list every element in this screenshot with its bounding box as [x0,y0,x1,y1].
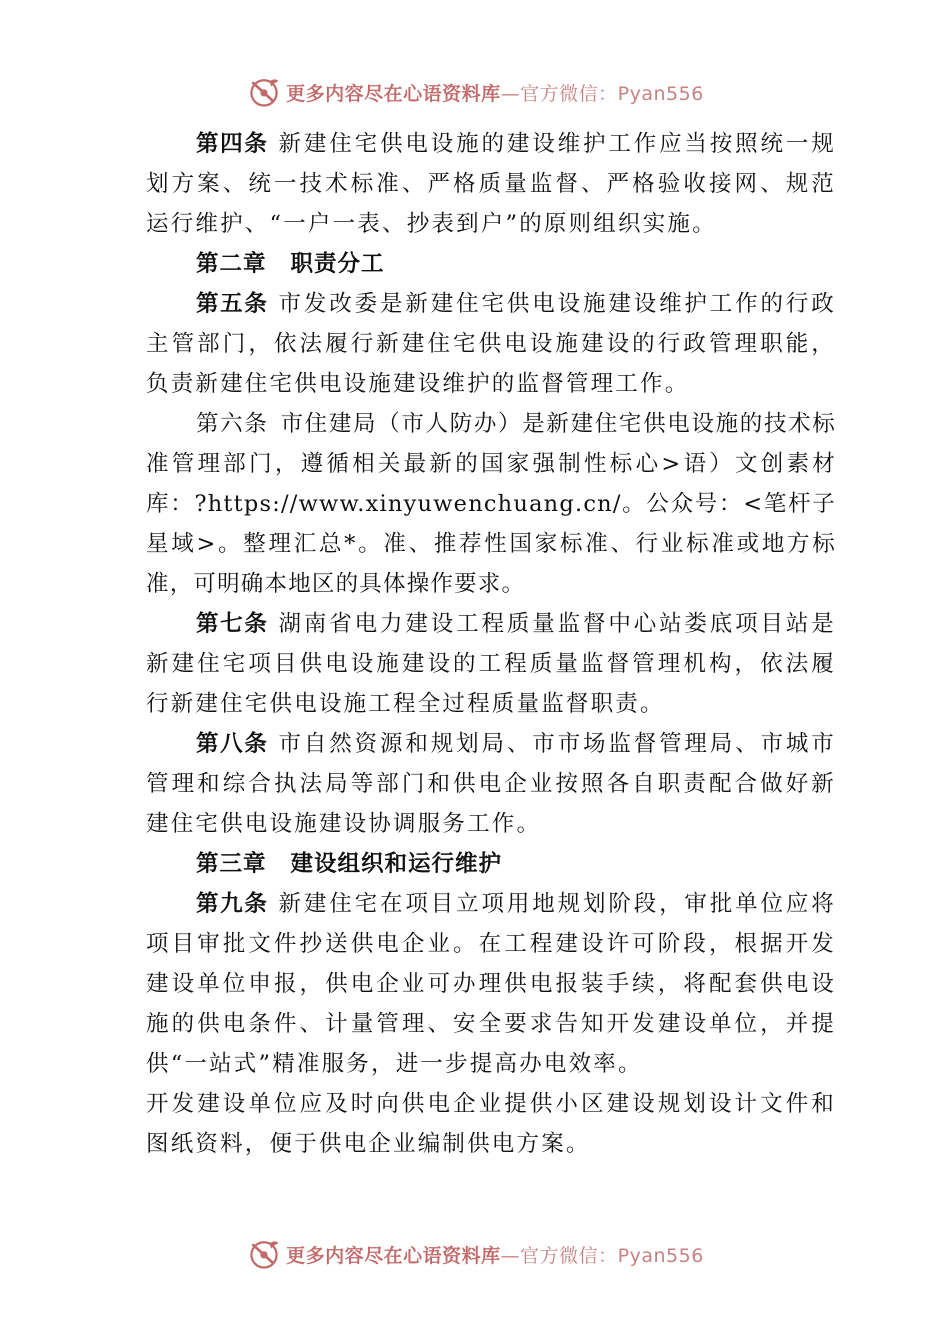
article-9 [146,884,836,1084]
article-5-text: 市发改委是新建住宅供电设施建设维护工作的行政主管部门，依法履行新建住宅供电设施建设的行政管理职能，负责新建住宅供电设施建设维护的监督管理工作。 [146,291,836,397]
article-6-label: 第六条 [196,411,269,437]
header-banner-text [286,79,704,106]
article-5-label: 第五条 [196,291,269,317]
chapter-2-heading [146,244,836,284]
document-body [146,124,836,1164]
article-4-label: 第四条 [196,131,269,157]
footer-banner-light: —官方微信：Pyan556 [500,1244,704,1267]
brush-logo-icon [246,74,282,110]
chapter-2-title: 职责分工 [290,251,385,277]
footer-banner-bold: 更多内容尽在心语资料库 [286,1244,501,1267]
article-9-continuation [146,1084,836,1164]
header-banner-bold: 更多内容尽在心语资料库 [286,82,501,105]
header-banner [0,70,950,114]
article-6-text: 市住建局（市人防办）是新建住宅供电设施的技术标准管理部门，遵循相关最新的国家强制性标心>语）文创素材库：?https://www.xinyuwenchuang.cn/。公众号：<笔杆子星域>。整理汇总*。准、推荐性国家标准、行业标准或地方标准，可明确本地区的具体操作要求。 [146,411,836,597]
chapter-3-heading [146,844,836,884]
header-banner-light: —官方微信：Pyan556 [500,82,704,105]
article-4 [146,124,836,244]
article-6 [146,404,836,604]
chapter-2-number: 第二章 [196,251,267,277]
article-9-continuation-text: 开发建设单位应及时向供电企业提供小区建设规划设计文件和图纸资料，便于供电企业编制供电方案。 [146,1091,836,1157]
footer-banner [0,1232,950,1276]
article-8-label: 第八条 [196,731,269,757]
chapter-3-number: 第三章 [196,851,267,877]
article-4-text: 新建住宅供电设施的建设维护工作应当按照统一规划方案、统一技术标准、严格质量监督、严格验收接网、规范运行维护、“一户一表、抄表到户”的原则组织实施。 [146,131,836,237]
article-9-label: 第九条 [196,891,269,917]
article-7-label: 第七条 [196,611,269,637]
article-9-text: 新建住宅在项目立项用地规划阶段，审批单位应将项目审批文件抄送供电企业。在工程建设许可阶段，根据开发建设单位申报，供电企业可办理供电报装手续，将配套供电设施的供电条件、计量管理、安全要求告知开发建设单位，并提供“一站式”精准服务，进一步提高办电效率。 [146,891,836,1077]
footer-banner-text [286,1241,704,1268]
article-8-text: 市自然资源和规划局、市市场监督管理局、市城市管理和综合执法局等部门和供电企业按照各自职责配合做好新建住宅供电设施建设协调服务工作。 [146,731,836,837]
brush-logo-icon [246,1236,282,1272]
article-7 [146,604,836,724]
article-5 [146,284,836,404]
article-8 [146,724,836,844]
article-7-text: 湖南省电力建设工程质量监督中心站娄底项目站是新建住宅项目供电设施建设的工程质量监督管理机构，依法履行新建住宅供电设施工程全过程质量监督职责。 [146,611,836,717]
chapter-3-title: 建设组织和运行维护 [290,851,503,877]
